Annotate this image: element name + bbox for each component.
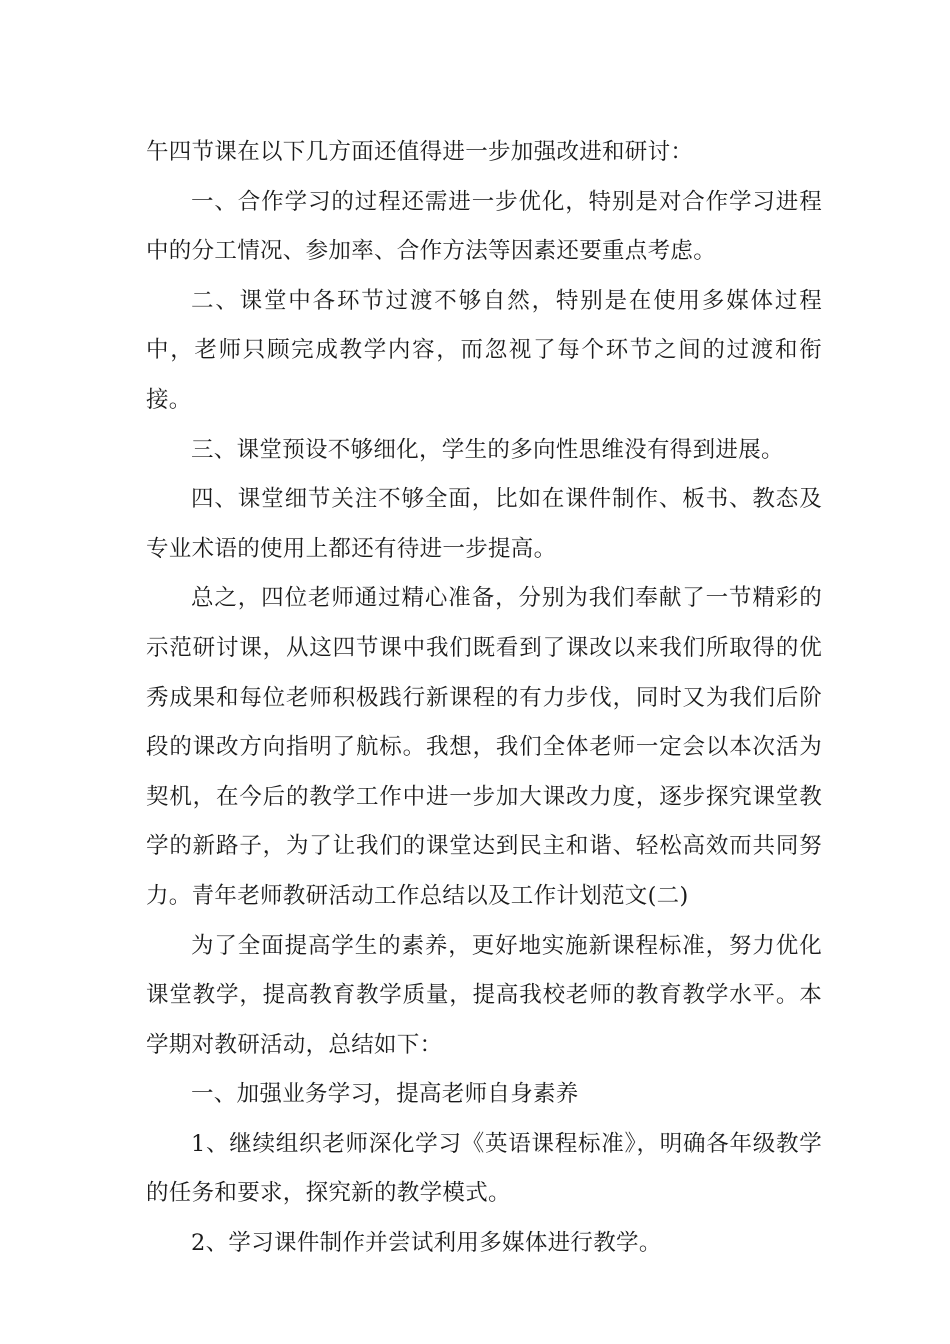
paragraph: 四、课堂细节关注不够全面，比如在课件制作、板书、教态及专业术语的使用上都还有待进一步提高。	[146, 486, 822, 562]
paragraph: 总之，四位老师通过精心准备，分别为我们奉献了一节精彩的示范研讨课，从这四节课中我们既看到了课改以来我们所取得的优秀成果和每位老师积极践行新课程的有力步伐，同时又为我们后阶段的课改方向指明了航标。我想，我们全体老师一定会以本次活为契机，在今后的教学工作中进一步加大课改力度，逐步探究课堂教学的新路子，为了让我们的课堂达到民主和谐、轻松高效而共同努力。青年老师教研活动工作总结以及工作计划范文(二)	[146, 585, 822, 909]
paragraph: 2、学习课件制作并尝试利用多媒体进行教学。	[191, 1230, 662, 1257]
paragraph: 三、课堂预设不够细化，学生的多向性思维没有得到进展。	[191, 436, 784, 463]
paragraph: 午四节课在以下几方面还值得进一步加强改进和研讨：	[146, 139, 694, 165]
paragraph: 为了全面提高学生的素养，更好地实施新课程标准，努力优化课堂教学，提高教育教学质量，提高我校老师的教育教学水平。本学期对教研活动，总结如下：	[146, 932, 822, 1058]
paragraph: 二、课堂中各环节过渡不够自然，特别是在使用多媒体过程中，老师只顾完成教学内容，而忽视了每个环节之间的过渡和衔接。	[146, 287, 822, 413]
paragraph: 一、合作学习的过程还需进一步优化，特别是对合作学习进程中的分工情况、参加率、合作方法等因素还要重点考虑。	[146, 188, 822, 265]
paragraph: 一、加强业务学习，提高老师自身素养	[191, 1081, 579, 1108]
paragraph: 1、继续组织老师深化学习《英语课程标准》，明确各年级教学的任务和要求，探究新的教学模式。	[146, 1130, 822, 1207]
document-body	[146, 128, 822, 1269]
